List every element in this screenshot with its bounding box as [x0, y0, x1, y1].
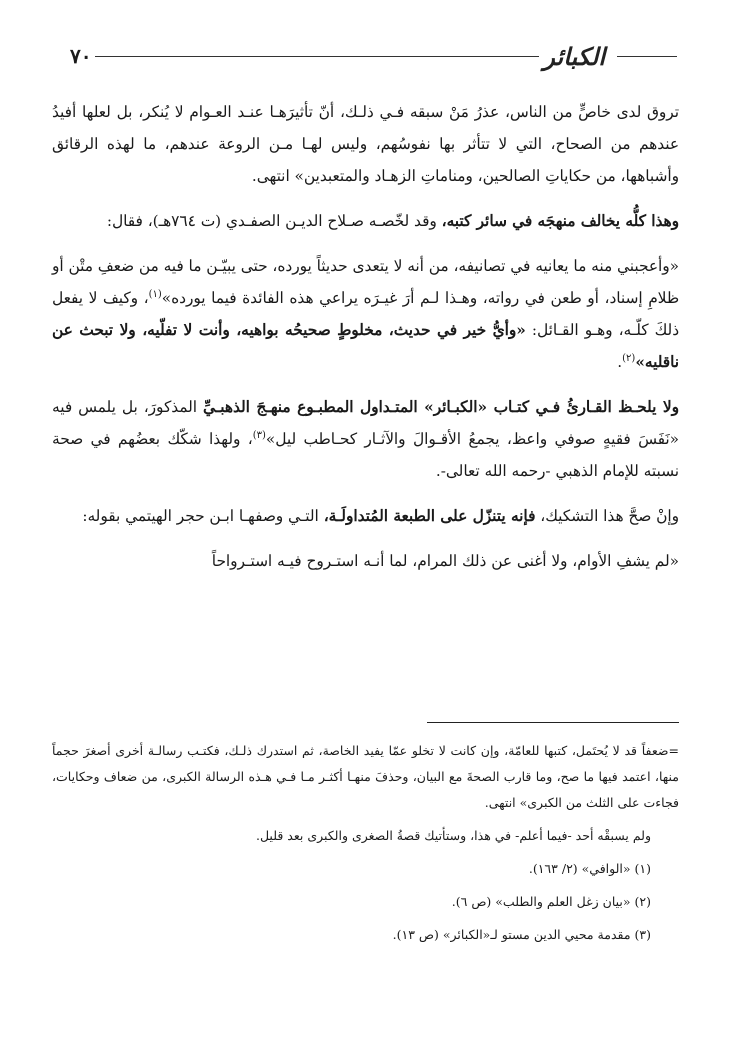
paragraph-1	[52, 96, 679, 192]
paragraph-5-start: وإنْ صحَّ هذا التشكيك،	[535, 507, 679, 525]
paragraph-3-text-b: ، وكيف لا يفعل ذلكَ كلّـه، وهـو القـائل:	[52, 289, 680, 339]
footnote-3: (٣) مقدمة محيي الدين مستو لـ«الكبائر» (ص ١٣).	[392, 927, 651, 942]
paragraph-3-text-a: «وأعجبني منه ما يعانيه في تصانيفه، من أنه لا يتعدى حديثاً يورده، حتى يبيّـن ما فيه من ضعفِ متْن أو ظلامِ إسناد، أو طعن في رواته، وهـذا لـم أرَ غيـرَه يراعي هذه الفائدة فيما يورده»	[51, 257, 679, 307]
footnote-continuation: =ضعفاً قد لا يُحتَمل، كتبها للعامّة، وإن كانت لا تخلو عمّا يفيد الخاصة، ثم استدرك ذلـك، فكتـب رسالـة أخرى أصغرَ حجماً منها، اعتمد فيها ما صح، وما قارب الصحةَ مع البيان، وحذفَ منهـا أكثـر مـا فـي هـذه الرسالة الكبرى، من ضعاف وحكايات، فجاءت على الثلث من الكبرى» انتهى.	[52, 743, 679, 810]
running-header	[58, 38, 677, 74]
paragraph-6-text: «لم يشفِ الأوام، ولا أغنى عن ذلك المرام، لما أنـه استـروح فيـه استـرواحاً	[211, 552, 679, 570]
paragraph-3-bold-quote: «وأيُّ خير في حديث، مخلوطٍ صحيحُه بواهيه، وأنت لا تفلّيه، ولا تبحث عن ناقليه»	[52, 321, 679, 371]
paragraph-5-bold: فإنه يتنزّل على الطبعة المُتداولَـة،	[323, 507, 536, 525]
paragraph-2-bold: وهذا كلُّه يخالف منهجَه في سائر كتبه،	[441, 212, 679, 230]
header-rule-short	[617, 56, 677, 57]
paragraph-3	[52, 250, 679, 378]
main-text	[52, 96, 679, 590]
footnote-ref-1: (١)	[148, 288, 162, 300]
paragraph-1-text: تروق لدى خاصٍّ من الناس، عذرُ مَنْ سبقه فـي ذلـك، أنّ تأثيرَهـا عنـد العـوام لا يُنكر، بل لعلها أفيدُ عندهم من الصحاح، التي لا تتأثر بها نفوسُهم، وليس لهـا مـن الروعة عندهم، ما لهذه الرقائق وأشباهها، من حكاياتِ الصالحين، ومناماتِ الزهـاد والمتعبدين» انتهى.	[52, 103, 679, 185]
paragraph-5	[52, 500, 679, 532]
paragraph-3-end: .	[617, 353, 623, 371]
paragraph-5-text: التـي وصفهـا ابـن حجر الهيتمي بقوله:	[82, 507, 324, 525]
footnote-1: (١) «الوافي» (٢/ ١٦٣).	[528, 861, 651, 876]
page-number: ٧٠	[70, 44, 92, 68]
footnote-extra-note: ولم يسبقْه أحد -فيما أعلم- في هذا، وستأتيك قصةُ الصغرى والكبرى بعد قليل.	[255, 828, 651, 843]
footnote-ref-3: (٣)	[252, 429, 266, 441]
footnotes	[52, 738, 679, 955]
paragraph-2-text: وقد لخّصـه صـلاح الديـن الصفـدي (ت ٧٦٤هـ)، فقال:	[106, 212, 442, 230]
paragraph-4	[52, 391, 679, 487]
header-rule	[95, 56, 539, 57]
footnote-ref-2: (٢)	[622, 352, 636, 364]
paragraph-2	[52, 205, 679, 237]
paragraph-4-bold: ولا يلحـظ القـارئُ فـي كتـاب «الكبـائر» المتـداول المطبـوع منهـجَ الذهبـيِّ	[203, 398, 679, 416]
paragraph-6	[52, 545, 679, 577]
running-title: الكبائر	[543, 41, 605, 71]
footnote-separator	[427, 722, 679, 723]
footnote-2: (٢) «بيان زغل العلم والطلب» (ص ٦).	[451, 894, 651, 909]
paragraph-4-end: ، ولهذا شكّك بعضُهم في صحة نسبته للإمام الذهبي -رحمه الله تعالى-.	[52, 430, 679, 480]
paragraph-4-text: المذكورَ، بل يلمس فيه «نَفَسَ فقيهٍ صوفي واعظ، يجمعُ الأقـوالَ والآثـار كحـاطب ليل»	[52, 398, 679, 448]
